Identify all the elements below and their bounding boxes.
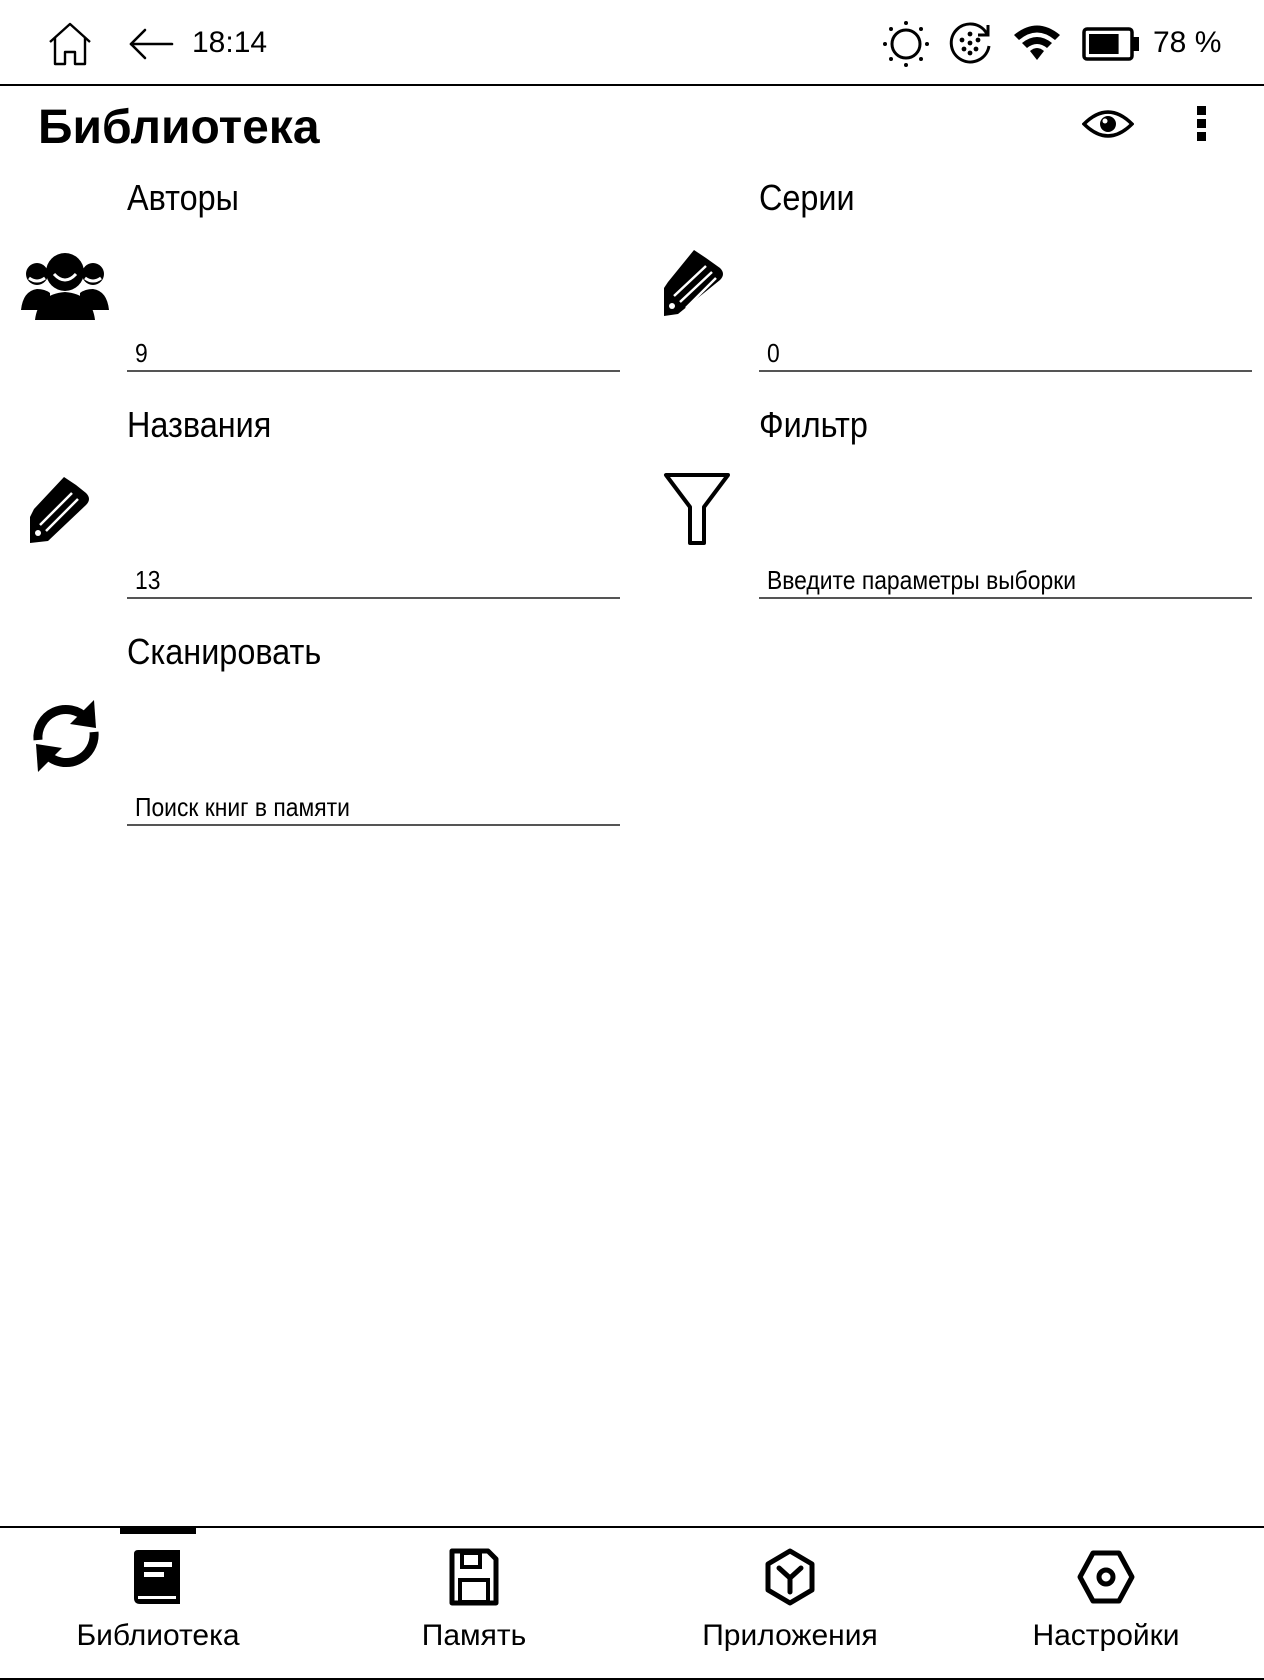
nav-library[interactable] — [0, 1528, 316, 1678]
nav-storage[interactable] — [316, 1528, 632, 1678]
tile-title: Авторы — [127, 177, 239, 218]
frontlight-icon[interactable] — [882, 20, 930, 68]
tile-series[interactable] — [652, 172, 1232, 400]
more-vertical-icon[interactable] — [1190, 104, 1214, 144]
tile-title: Названия — [127, 404, 272, 445]
titles-pencil-icon — [20, 471, 110, 547]
bottom-navigation — [0, 1526, 1264, 1680]
storage-floppy-icon — [448, 1548, 500, 1606]
authors-icon — [20, 244, 110, 320]
tile-authors[interactable] — [20, 172, 600, 400]
battery-icon — [1082, 26, 1140, 62]
tile-value: Введите параметры выборки — [759, 559, 1252, 599]
nav-label: Библиотека — [76, 1619, 240, 1652]
nav-settings[interactable] — [948, 1528, 1264, 1678]
home-icon[interactable] — [46, 20, 94, 68]
active-tab-indicator — [120, 1526, 196, 1534]
library-book-icon — [132, 1548, 184, 1606]
nav-apps[interactable] — [632, 1528, 948, 1678]
tile-filter[interactable] — [652, 399, 1232, 627]
page-title: Библиотека — [38, 101, 320, 154]
wifi-icon[interactable] — [1012, 22, 1062, 64]
tile-value: Поиск книг в памяти — [127, 786, 620, 826]
tile-title: Серии — [759, 177, 855, 218]
tile-titles[interactable] — [20, 399, 600, 627]
tile-value: 0 — [759, 332, 1252, 372]
series-tag-icon — [652, 244, 742, 320]
status-bar — [0, 0, 1264, 86]
tile-value: 13 — [127, 559, 620, 599]
nav-label: Память — [421, 1619, 527, 1652]
tile-title: Сканировать — [127, 631, 322, 672]
eye-icon[interactable] — [1082, 106, 1134, 142]
nav-label: Приложения — [702, 1619, 878, 1652]
tile-scan[interactable] — [20, 626, 600, 854]
tile-title: Фильтр — [759, 404, 868, 445]
back-arrow-icon[interactable] — [126, 22, 176, 66]
nav-label: Настройки — [1032, 1619, 1180, 1652]
scan-refresh-icon — [20, 698, 110, 774]
refresh-mode-icon[interactable] — [947, 20, 993, 66]
apps-hexagon-icon — [764, 1548, 816, 1606]
clock-time: 18:14 — [192, 26, 268, 59]
settings-hexagon-icon — [1077, 1548, 1135, 1606]
battery-percent: 78 % — [1153, 26, 1222, 59]
tile-value: 9 — [127, 332, 620, 372]
filter-icon — [652, 471, 742, 547]
